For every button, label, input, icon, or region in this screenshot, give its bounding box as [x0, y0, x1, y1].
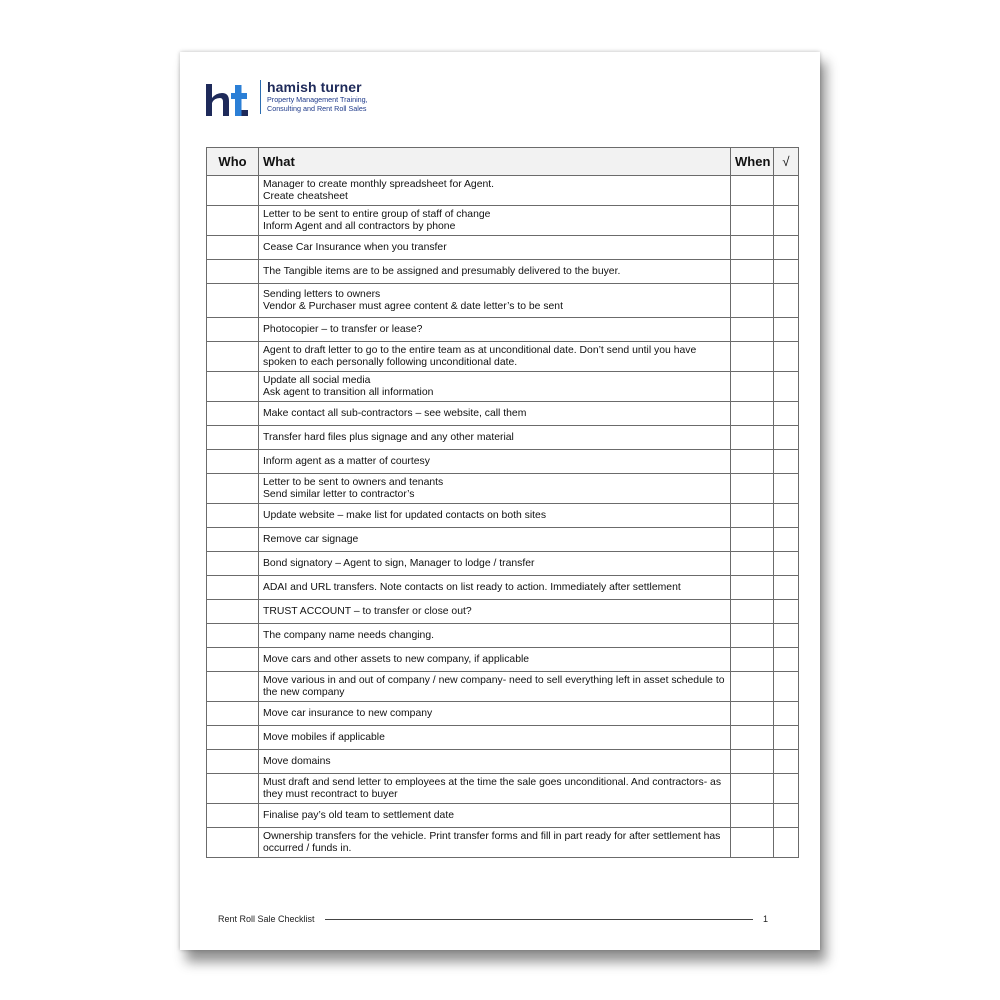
tick-cell[interactable]	[774, 176, 799, 206]
page-footer	[218, 912, 768, 926]
tick-cell[interactable]	[774, 426, 799, 450]
who-cell[interactable]	[207, 672, 259, 702]
checklist-table	[206, 147, 799, 858]
tick-cell[interactable]	[774, 648, 799, 672]
when-cell[interactable]	[731, 426, 774, 450]
tick-cell[interactable]	[774, 372, 799, 402]
what-cell	[259, 726, 731, 750]
table-row	[207, 206, 799, 236]
who-cell[interactable]	[207, 552, 259, 576]
footer-rule	[325, 919, 753, 920]
task-text: Finalise pay’s old team to settlement date	[263, 809, 454, 821]
who-cell[interactable]	[207, 504, 259, 528]
when-cell[interactable]	[731, 450, 774, 474]
task-text: Move mobiles if applicable	[263, 731, 385, 743]
who-cell[interactable]	[207, 206, 259, 236]
task-text: Vendor & Purchaser must agree content & date letter’s to be sent	[263, 300, 563, 312]
tick-cell[interactable]	[774, 402, 799, 426]
table-row	[207, 372, 799, 402]
table-row	[207, 552, 799, 576]
document-page	[180, 52, 820, 950]
task-text: Move various in and out of company / new company- need to sell everything left in asset schedule to the new company	[263, 674, 725, 698]
task-text: Transfer hard files plus signage and any other material	[263, 431, 514, 443]
task-text: Cease Car Insurance when you transfer	[263, 241, 447, 253]
who-cell[interactable]	[207, 342, 259, 372]
what-cell	[259, 450, 731, 474]
when-cell[interactable]	[731, 576, 774, 600]
when-cell[interactable]	[731, 342, 774, 372]
task-text: Letter to be sent to entire group of staff of change	[263, 208, 491, 220]
when-cell[interactable]	[731, 774, 774, 804]
who-cell[interactable]	[207, 600, 259, 624]
who-cell[interactable]	[207, 284, 259, 318]
table-row	[207, 726, 799, 750]
task-text: Move domains	[263, 755, 331, 767]
table-row	[207, 504, 799, 528]
table-row	[207, 474, 799, 504]
page-number: 1	[762, 914, 768, 924]
when-cell[interactable]	[731, 504, 774, 528]
when-cell[interactable]	[731, 672, 774, 702]
who-cell[interactable]	[207, 450, 259, 474]
when-cell[interactable]	[731, 750, 774, 774]
who-cell[interactable]	[207, 402, 259, 426]
task-text: Inform Agent and all contractors by phone	[263, 220, 456, 232]
table-row	[207, 402, 799, 426]
who-cell[interactable]	[207, 318, 259, 342]
table-row	[207, 176, 799, 206]
who-cell[interactable]	[207, 372, 259, 402]
what-cell	[259, 402, 731, 426]
tick-cell[interactable]	[774, 450, 799, 474]
tick-cell[interactable]	[774, 260, 799, 284]
who-cell[interactable]	[207, 648, 259, 672]
table-row	[207, 600, 799, 624]
tick-cell[interactable]	[774, 342, 799, 372]
logo-text-block	[260, 80, 368, 114]
task-text: Bond signatory – Agent to sign, Manager to lodge / transfer	[263, 557, 535, 569]
what-cell	[259, 648, 731, 672]
when-cell[interactable]	[731, 804, 774, 828]
footer-title: Rent Roll Sale Checklist	[218, 914, 315, 924]
tick-cell[interactable]	[774, 236, 799, 260]
tick-cell[interactable]	[774, 284, 799, 318]
who-cell[interactable]	[207, 828, 259, 858]
task-text: Remove car signage	[263, 533, 359, 545]
what-cell	[259, 176, 731, 206]
who-cell[interactable]	[207, 260, 259, 284]
tick-cell[interactable]	[774, 318, 799, 342]
what-cell	[259, 236, 731, 260]
when-cell[interactable]	[731, 206, 774, 236]
table-row	[207, 318, 799, 342]
what-cell	[259, 828, 731, 858]
who-cell[interactable]	[207, 726, 259, 750]
table-row	[207, 528, 799, 552]
task-text: Sending letters to owners	[263, 288, 381, 300]
what-cell	[259, 528, 731, 552]
what-cell	[259, 260, 731, 284]
what-cell	[259, 318, 731, 342]
header-who: Who	[207, 148, 259, 176]
table-row	[207, 828, 799, 858]
what-cell	[259, 342, 731, 372]
tick-cell[interactable]	[774, 624, 799, 648]
brand-name: hamish turner	[267, 79, 362, 95]
table-row	[207, 342, 799, 372]
when-cell[interactable]	[731, 702, 774, 726]
who-cell[interactable]	[207, 774, 259, 804]
tick-cell[interactable]	[774, 528, 799, 552]
tick-cell[interactable]	[774, 774, 799, 804]
when-cell[interactable]	[731, 552, 774, 576]
task-text: Make contact all sub-contractors – see website, call them	[263, 407, 527, 419]
what-cell	[259, 372, 731, 402]
when-cell[interactable]	[731, 648, 774, 672]
who-cell[interactable]	[207, 576, 259, 600]
tick-cell[interactable]	[774, 828, 799, 858]
table-row	[207, 236, 799, 260]
tick-cell[interactable]	[774, 206, 799, 236]
task-text: ADAI and URL transfers. Note contacts on list ready to action. Immediately after settlement	[263, 581, 681, 593]
who-cell[interactable]	[207, 176, 259, 206]
when-cell[interactable]	[731, 236, 774, 260]
table-row	[207, 750, 799, 774]
table-row	[207, 624, 799, 648]
task-text: Move car insurance to new company	[263, 707, 433, 719]
header-tick: √	[774, 148, 799, 176]
task-text: Letter to be sent to owners and tenants	[263, 476, 444, 488]
what-cell	[259, 552, 731, 576]
what-cell	[259, 750, 731, 774]
when-cell[interactable]	[731, 402, 774, 426]
when-cell[interactable]	[731, 528, 774, 552]
task-text: The company name needs changing.	[263, 629, 434, 641]
what-cell	[259, 774, 731, 804]
what-cell	[259, 804, 731, 828]
task-text: Manager to create monthly spreadsheet for Agent.	[263, 178, 495, 190]
what-cell	[259, 426, 731, 450]
ht-logo-icon	[204, 82, 256, 118]
tick-cell[interactable]	[774, 726, 799, 750]
what-cell	[259, 624, 731, 648]
header-what: What	[259, 148, 731, 176]
who-cell[interactable]	[207, 474, 259, 504]
header-when: When	[731, 148, 774, 176]
when-cell[interactable]	[731, 318, 774, 342]
table-row	[207, 804, 799, 828]
table-row	[207, 260, 799, 284]
tick-cell[interactable]	[774, 600, 799, 624]
what-cell	[259, 672, 731, 702]
table-row	[207, 648, 799, 672]
when-cell[interactable]	[731, 726, 774, 750]
when-cell[interactable]	[731, 176, 774, 206]
when-cell[interactable]	[731, 828, 774, 858]
task-text: Update all social media	[263, 374, 371, 386]
task-text: Inform agent as a matter of courtesy	[263, 455, 430, 467]
who-cell[interactable]	[207, 528, 259, 552]
who-cell[interactable]	[207, 624, 259, 648]
table-row	[207, 284, 799, 318]
table-header-row	[207, 148, 799, 176]
who-cell[interactable]	[207, 750, 259, 774]
what-cell	[259, 576, 731, 600]
task-text: Send similar letter to contractor’s	[263, 488, 415, 500]
who-cell[interactable]	[207, 702, 259, 726]
when-cell[interactable]	[731, 260, 774, 284]
table-row	[207, 450, 799, 474]
tick-cell[interactable]	[774, 552, 799, 576]
who-cell[interactable]	[207, 236, 259, 260]
tick-cell[interactable]	[774, 474, 799, 504]
tick-cell[interactable]	[774, 804, 799, 828]
task-text: Photocopier – to transfer or lease?	[263, 323, 423, 335]
task-text: TRUST ACCOUNT – to transfer or close out?	[263, 605, 472, 617]
when-cell[interactable]	[731, 600, 774, 624]
what-cell	[259, 600, 731, 624]
when-cell[interactable]	[731, 284, 774, 318]
brand-tagline-line1: Property Management Training,	[267, 95, 368, 104]
task-text: Agent to draft letter to go to the entire team as at unconditional date. Don’t send until you have spoken to each personally following unconditional date.	[263, 344, 697, 368]
tick-cell[interactable]	[774, 750, 799, 774]
tick-cell[interactable]	[774, 702, 799, 726]
task-text: Ownership transfers for the vehicle. Print transfer forms and fill in part ready for after settlement has occurred / funds in.	[263, 830, 721, 854]
when-cell[interactable]	[731, 474, 774, 504]
when-cell[interactable]	[731, 372, 774, 402]
task-text: Ask agent to transition all information	[263, 386, 434, 398]
tick-cell[interactable]	[774, 672, 799, 702]
task-text: The Tangible items are to be assigned and presumably delivered to the buyer.	[263, 265, 621, 277]
task-text: Must draft and send letter to employees at the time the sale goes unconditional. And contractors- as they must recontract to buyer	[263, 776, 722, 800]
tick-cell[interactable]	[774, 576, 799, 600]
table-row	[207, 576, 799, 600]
table-row	[207, 702, 799, 726]
table-row	[207, 426, 799, 450]
who-cell[interactable]	[207, 426, 259, 450]
table-row	[207, 774, 799, 804]
task-text: Create cheatsheet	[263, 190, 348, 202]
what-cell	[259, 702, 731, 726]
task-text: Update website – make list for updated contacts on both sites	[263, 509, 547, 521]
company-logo	[204, 80, 368, 120]
table-row	[207, 672, 799, 702]
what-cell	[259, 284, 731, 318]
what-cell	[259, 206, 731, 236]
when-cell[interactable]	[731, 624, 774, 648]
who-cell[interactable]	[207, 804, 259, 828]
task-text: Move cars and other assets to new company, if applicable	[263, 653, 530, 665]
brand-tagline-line2: Consulting and Rent Roll Sales	[267, 104, 367, 113]
tick-cell[interactable]	[774, 504, 799, 528]
what-cell	[259, 504, 731, 528]
what-cell	[259, 474, 731, 504]
